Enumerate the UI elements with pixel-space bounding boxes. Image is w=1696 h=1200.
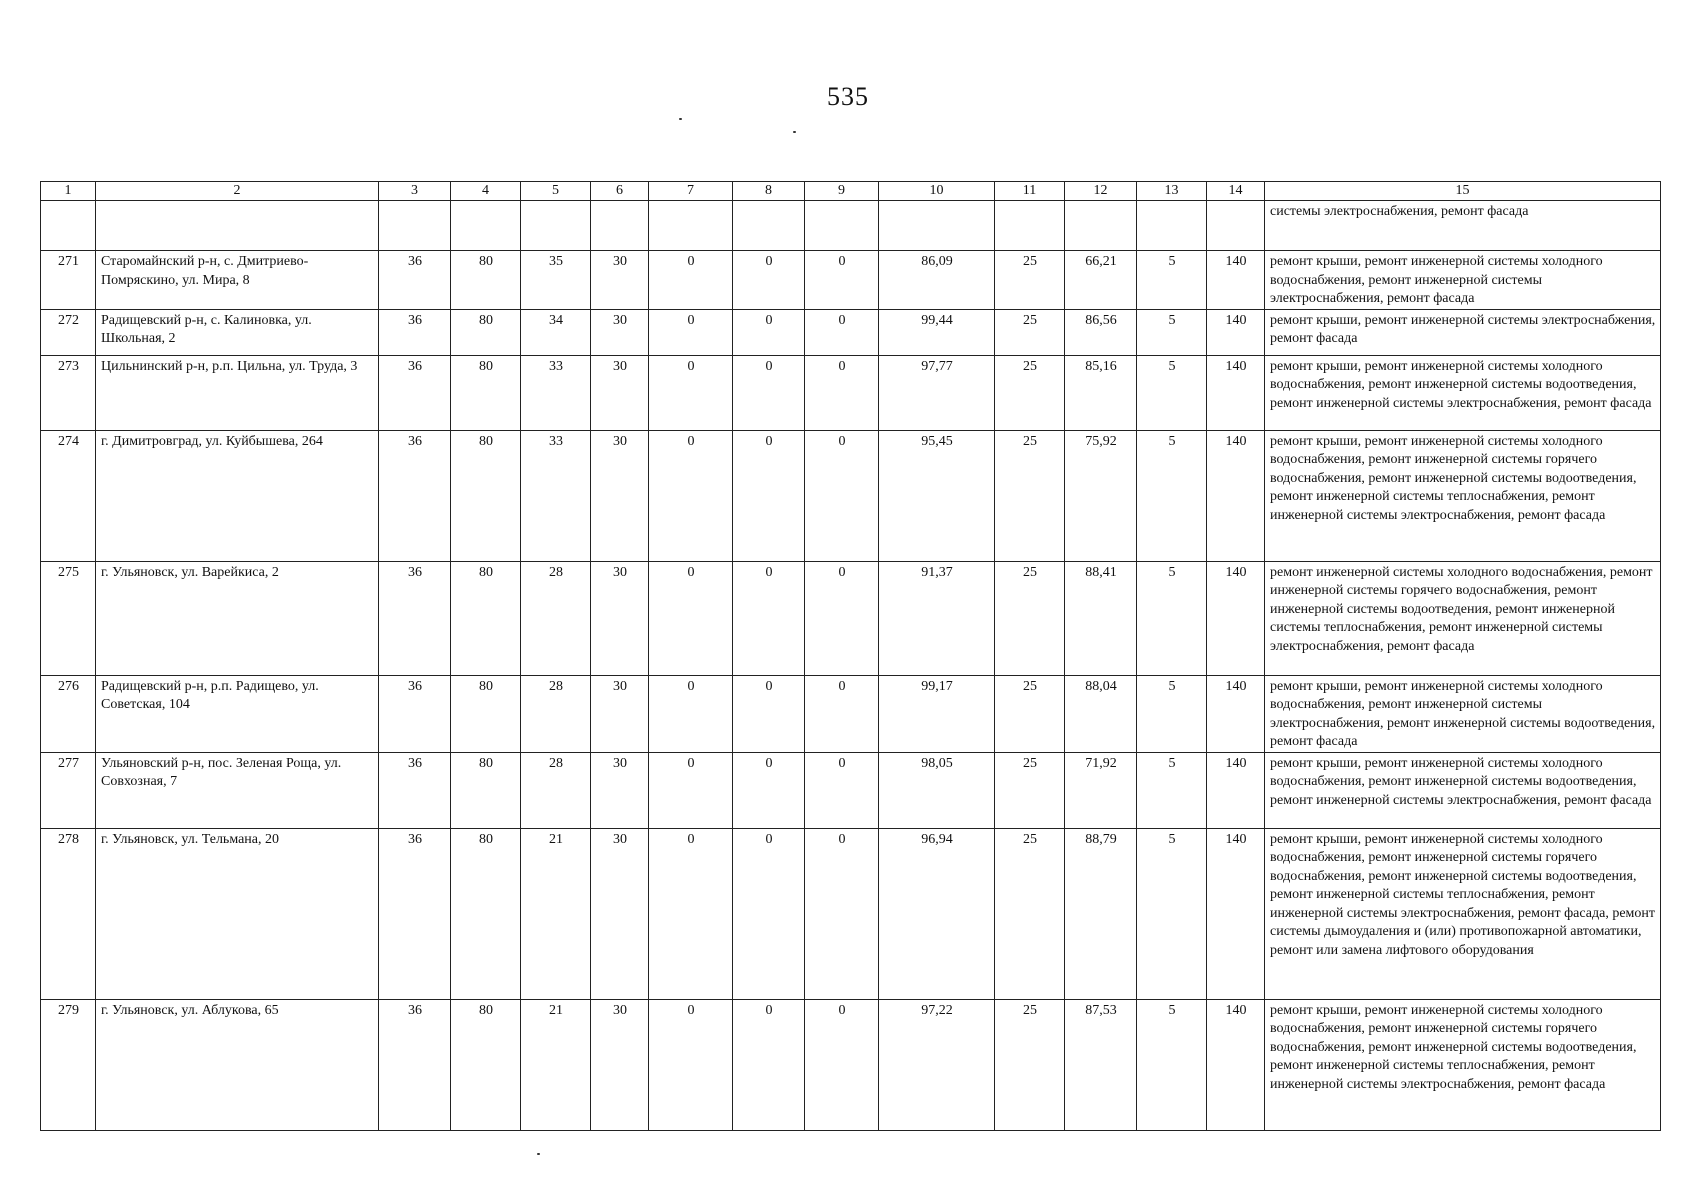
col-7: 0	[649, 251, 733, 310]
col-13: 5	[1137, 675, 1207, 752]
column-header: 10	[879, 182, 995, 201]
col-14: 140	[1207, 309, 1265, 355]
col-9: 0	[805, 675, 879, 752]
planned-works: ремонт крыши, ремонт инженерной системы холодного водоснабжения, ремонт инженерной системы горячего водоснабжения, ремонт инженерной системы водоотведения, ремонт инженерной системы теплоснабжения, ремонт инженерной системы электроснабжения, ремонт фасада	[1265, 999, 1661, 1130]
planned-works: ремонт крыши, ремонт инженерной системы холодного водоснабжения, ремонт инженерной системы электроснабжения, ремонт инженерной системы водоотведения, ремонт фасада	[1265, 675, 1661, 752]
col-12: 88,04	[1065, 675, 1137, 752]
col-5: 21	[521, 999, 591, 1130]
table-row	[41, 675, 1661, 752]
col-8: 0	[733, 999, 805, 1130]
col-6: 30	[591, 828, 649, 999]
col-3: 36	[379, 430, 451, 561]
col-4: 80	[451, 251, 521, 310]
col-14: 140	[1207, 430, 1265, 561]
col-11: 25	[995, 752, 1065, 828]
col-5: 28	[521, 752, 591, 828]
col-3: 36	[379, 828, 451, 999]
address: г. Ульяновск, ул. Аблукова, 65	[96, 999, 379, 1130]
row-number: 275	[41, 561, 96, 675]
column-header: 7	[649, 182, 733, 201]
col-5: 35	[521, 251, 591, 310]
col-11: 25	[995, 355, 1065, 430]
col-7: 0	[649, 309, 733, 355]
col-10: 95,45	[879, 430, 995, 561]
col-4: 80	[451, 828, 521, 999]
col-12: 88,41	[1065, 561, 1137, 675]
col-10: 96,94	[879, 828, 995, 999]
col-8: 0	[733, 752, 805, 828]
col-10: 99,17	[879, 675, 995, 752]
col-12: 87,53	[1065, 999, 1137, 1130]
address: г. Ульяновск, ул. Варейкиса, 2	[96, 561, 379, 675]
col-4: 80	[451, 999, 521, 1130]
col-11: 25	[995, 999, 1065, 1130]
row-number: 277	[41, 752, 96, 828]
table-row	[41, 828, 1661, 999]
col-13: 5	[1137, 309, 1207, 355]
col-6: 30	[591, 251, 649, 310]
col-8: 0	[733, 430, 805, 561]
row-number: 273	[41, 355, 96, 430]
col-13: 5	[1137, 251, 1207, 310]
col-12: 71,92	[1065, 752, 1137, 828]
col-10: 86,09	[879, 251, 995, 310]
col-4: 80	[451, 752, 521, 828]
col-5: 33	[521, 430, 591, 561]
col-12: 86,56	[1065, 309, 1137, 355]
col-9: 0	[805, 251, 879, 310]
continuation-row	[41, 201, 1661, 251]
col-11: 25	[995, 675, 1065, 752]
register-table	[40, 181, 1661, 1131]
col-9: 0	[805, 355, 879, 430]
planned-works: ремонт крыши, ремонт инженерной системы электроснабжения, ремонт фасада	[1265, 309, 1661, 355]
column-header: 13	[1137, 182, 1207, 201]
column-header: 11	[995, 182, 1065, 201]
table-row	[41, 999, 1661, 1130]
col-3: 36	[379, 309, 451, 355]
col-14: 140	[1207, 355, 1265, 430]
col-7: 0	[649, 430, 733, 561]
col-6: 30	[591, 675, 649, 752]
planned-works: ремонт крыши, ремонт инженерной системы холодного водоснабжения, ремонт инженерной системы водоотведения, ремонт инженерной системы электроснабжения, ремонт фасада	[1265, 355, 1661, 430]
column-header: 8	[733, 182, 805, 201]
col-4: 80	[451, 561, 521, 675]
col-11: 25	[995, 561, 1065, 675]
col-5: 21	[521, 828, 591, 999]
col-4: 80	[451, 355, 521, 430]
column-header: 9	[805, 182, 879, 201]
scan-speck	[537, 1153, 540, 1155]
page-number: 535	[827, 82, 869, 111]
address: Радищевский р-н, с. Калиновка, ул. Школьная, 2	[96, 309, 379, 355]
planned-works: ремонт крыши, ремонт инженерной системы холодного водоснабжения, ремонт инженерной системы горячего водоснабжения, ремонт инженерной системы водоотведения, ремонт инженерной системы теплоснабжения, ремонт инженерной системы электроснабжения, ремонт фасада, ремонт системы дымоудаления и (или) противопожарной автоматики, ремонт или замена лифтового оборудования	[1265, 828, 1661, 999]
address: Ульяновский р-н, пос. Зеленая Роща, ул. Совхозная, 7	[96, 752, 379, 828]
col-3: 36	[379, 251, 451, 310]
col-13: 5	[1137, 430, 1207, 561]
col-8: 0	[733, 355, 805, 430]
col-7: 0	[649, 675, 733, 752]
col-3: 36	[379, 675, 451, 752]
planned-works: ремонт инженерной системы холодного водоснабжения, ремонт инженерной системы горячего водоснабжения, ремонт инженерной системы водоотведения, ремонт инженерной системы теплоснабжения, ремонт инженерной системы электроснабжения, ремонт фасада	[1265, 561, 1661, 675]
table-row	[41, 430, 1661, 561]
row-number: 278	[41, 828, 96, 999]
col-11: 25	[995, 828, 1065, 999]
col-12: 75,92	[1065, 430, 1137, 561]
address: Цильнинский р-н, р.п. Цильна, ул. Труда, 3	[96, 355, 379, 430]
col-9: 0	[805, 999, 879, 1130]
col-14: 140	[1207, 752, 1265, 828]
col-12: 88,79	[1065, 828, 1137, 999]
col-14: 140	[1207, 999, 1265, 1130]
col-5: 33	[521, 355, 591, 430]
col-14: 140	[1207, 828, 1265, 999]
col-12: 85,16	[1065, 355, 1137, 430]
col-6: 30	[591, 752, 649, 828]
column-header: 15	[1265, 182, 1661, 201]
table-row	[41, 355, 1661, 430]
col-7: 0	[649, 561, 733, 675]
col-12: 66,21	[1065, 251, 1137, 310]
column-header: 3	[379, 182, 451, 201]
col-10: 91,37	[879, 561, 995, 675]
col-9: 0	[805, 561, 879, 675]
col-6: 30	[591, 561, 649, 675]
col-9: 0	[805, 430, 879, 561]
address: Радищевский р-н, р.п. Радищево, ул. Советская, 104	[96, 675, 379, 752]
scan-speck	[679, 118, 682, 120]
col-9: 0	[805, 752, 879, 828]
header-row	[41, 182, 1661, 201]
col-3: 36	[379, 561, 451, 675]
column-header: 14	[1207, 182, 1265, 201]
col-8: 0	[733, 561, 805, 675]
col-11: 25	[995, 430, 1065, 561]
address: г. Ульяновск, ул. Тельмана, 20	[96, 828, 379, 999]
col-6: 30	[591, 309, 649, 355]
col-11: 25	[995, 251, 1065, 310]
col-5: 28	[521, 675, 591, 752]
col-4: 80	[451, 309, 521, 355]
row-number: 272	[41, 309, 96, 355]
address: Старомайнский р-н, с. Дмитриево-Помряскино, ул. Мира, 8	[96, 251, 379, 310]
col-8: 0	[733, 251, 805, 310]
planned-works: ремонт крыши, ремонт инженерной системы холодного водоснабжения, ремонт инженерной системы горячего водоснабжения, ремонт инженерной системы водоотведения, ремонт инженерной системы теплоснабжения, ремонт инженерной системы электроснабжения, ремонт фасада	[1265, 430, 1661, 561]
col-4: 80	[451, 430, 521, 561]
col-5: 34	[521, 309, 591, 355]
col-7: 0	[649, 828, 733, 999]
col-13: 5	[1137, 828, 1207, 999]
column-header: 6	[591, 182, 649, 201]
col-10: 99,44	[879, 309, 995, 355]
col-8: 0	[733, 828, 805, 999]
row-number: 276	[41, 675, 96, 752]
col-7: 0	[649, 355, 733, 430]
table-row	[41, 561, 1661, 675]
scan-speck	[793, 131, 796, 133]
col-13: 5	[1137, 999, 1207, 1130]
table-row	[41, 251, 1661, 310]
planned-works: ремонт крыши, ремонт инженерной системы холодного водоснабжения, ремонт инженерной системы электроснабжения, ремонт фасада	[1265, 251, 1661, 310]
table-row	[41, 309, 1661, 355]
col-14: 140	[1207, 251, 1265, 310]
col-8: 0	[733, 309, 805, 355]
row-number: 271	[41, 251, 96, 310]
col-9: 0	[805, 828, 879, 999]
continuation-works: системы электроснабжения, ремонт фасада	[1265, 201, 1661, 251]
col-4: 80	[451, 675, 521, 752]
table-row	[41, 752, 1661, 828]
col-6: 30	[591, 999, 649, 1130]
col-14: 140	[1207, 561, 1265, 675]
column-header: 4	[451, 182, 521, 201]
col-11: 25	[995, 309, 1065, 355]
col-3: 36	[379, 355, 451, 430]
col-13: 5	[1137, 752, 1207, 828]
col-8: 0	[733, 675, 805, 752]
col-5: 28	[521, 561, 591, 675]
col-6: 30	[591, 355, 649, 430]
row-number: 279	[41, 999, 96, 1130]
col-3: 36	[379, 999, 451, 1130]
planned-works: ремонт крыши, ремонт инженерной системы холодного водоснабжения, ремонт инженерной системы водоотведения, ремонт инженерной системы электроснабжения, ремонт фасада	[1265, 752, 1661, 828]
col-6: 30	[591, 430, 649, 561]
col-10: 97,22	[879, 999, 995, 1130]
address: г. Димитровград, ул. Куйбышева, 264	[96, 430, 379, 561]
row-number: 274	[41, 430, 96, 561]
col-9: 0	[805, 309, 879, 355]
col-14: 140	[1207, 675, 1265, 752]
col-7: 0	[649, 999, 733, 1130]
column-header: 5	[521, 182, 591, 201]
col-10: 98,05	[879, 752, 995, 828]
col-13: 5	[1137, 355, 1207, 430]
col-3: 36	[379, 752, 451, 828]
col-7: 0	[649, 752, 733, 828]
column-header: 1	[41, 182, 96, 201]
column-header: 12	[1065, 182, 1137, 201]
column-header: 2	[96, 182, 379, 201]
col-10: 97,77	[879, 355, 995, 430]
col-13: 5	[1137, 561, 1207, 675]
